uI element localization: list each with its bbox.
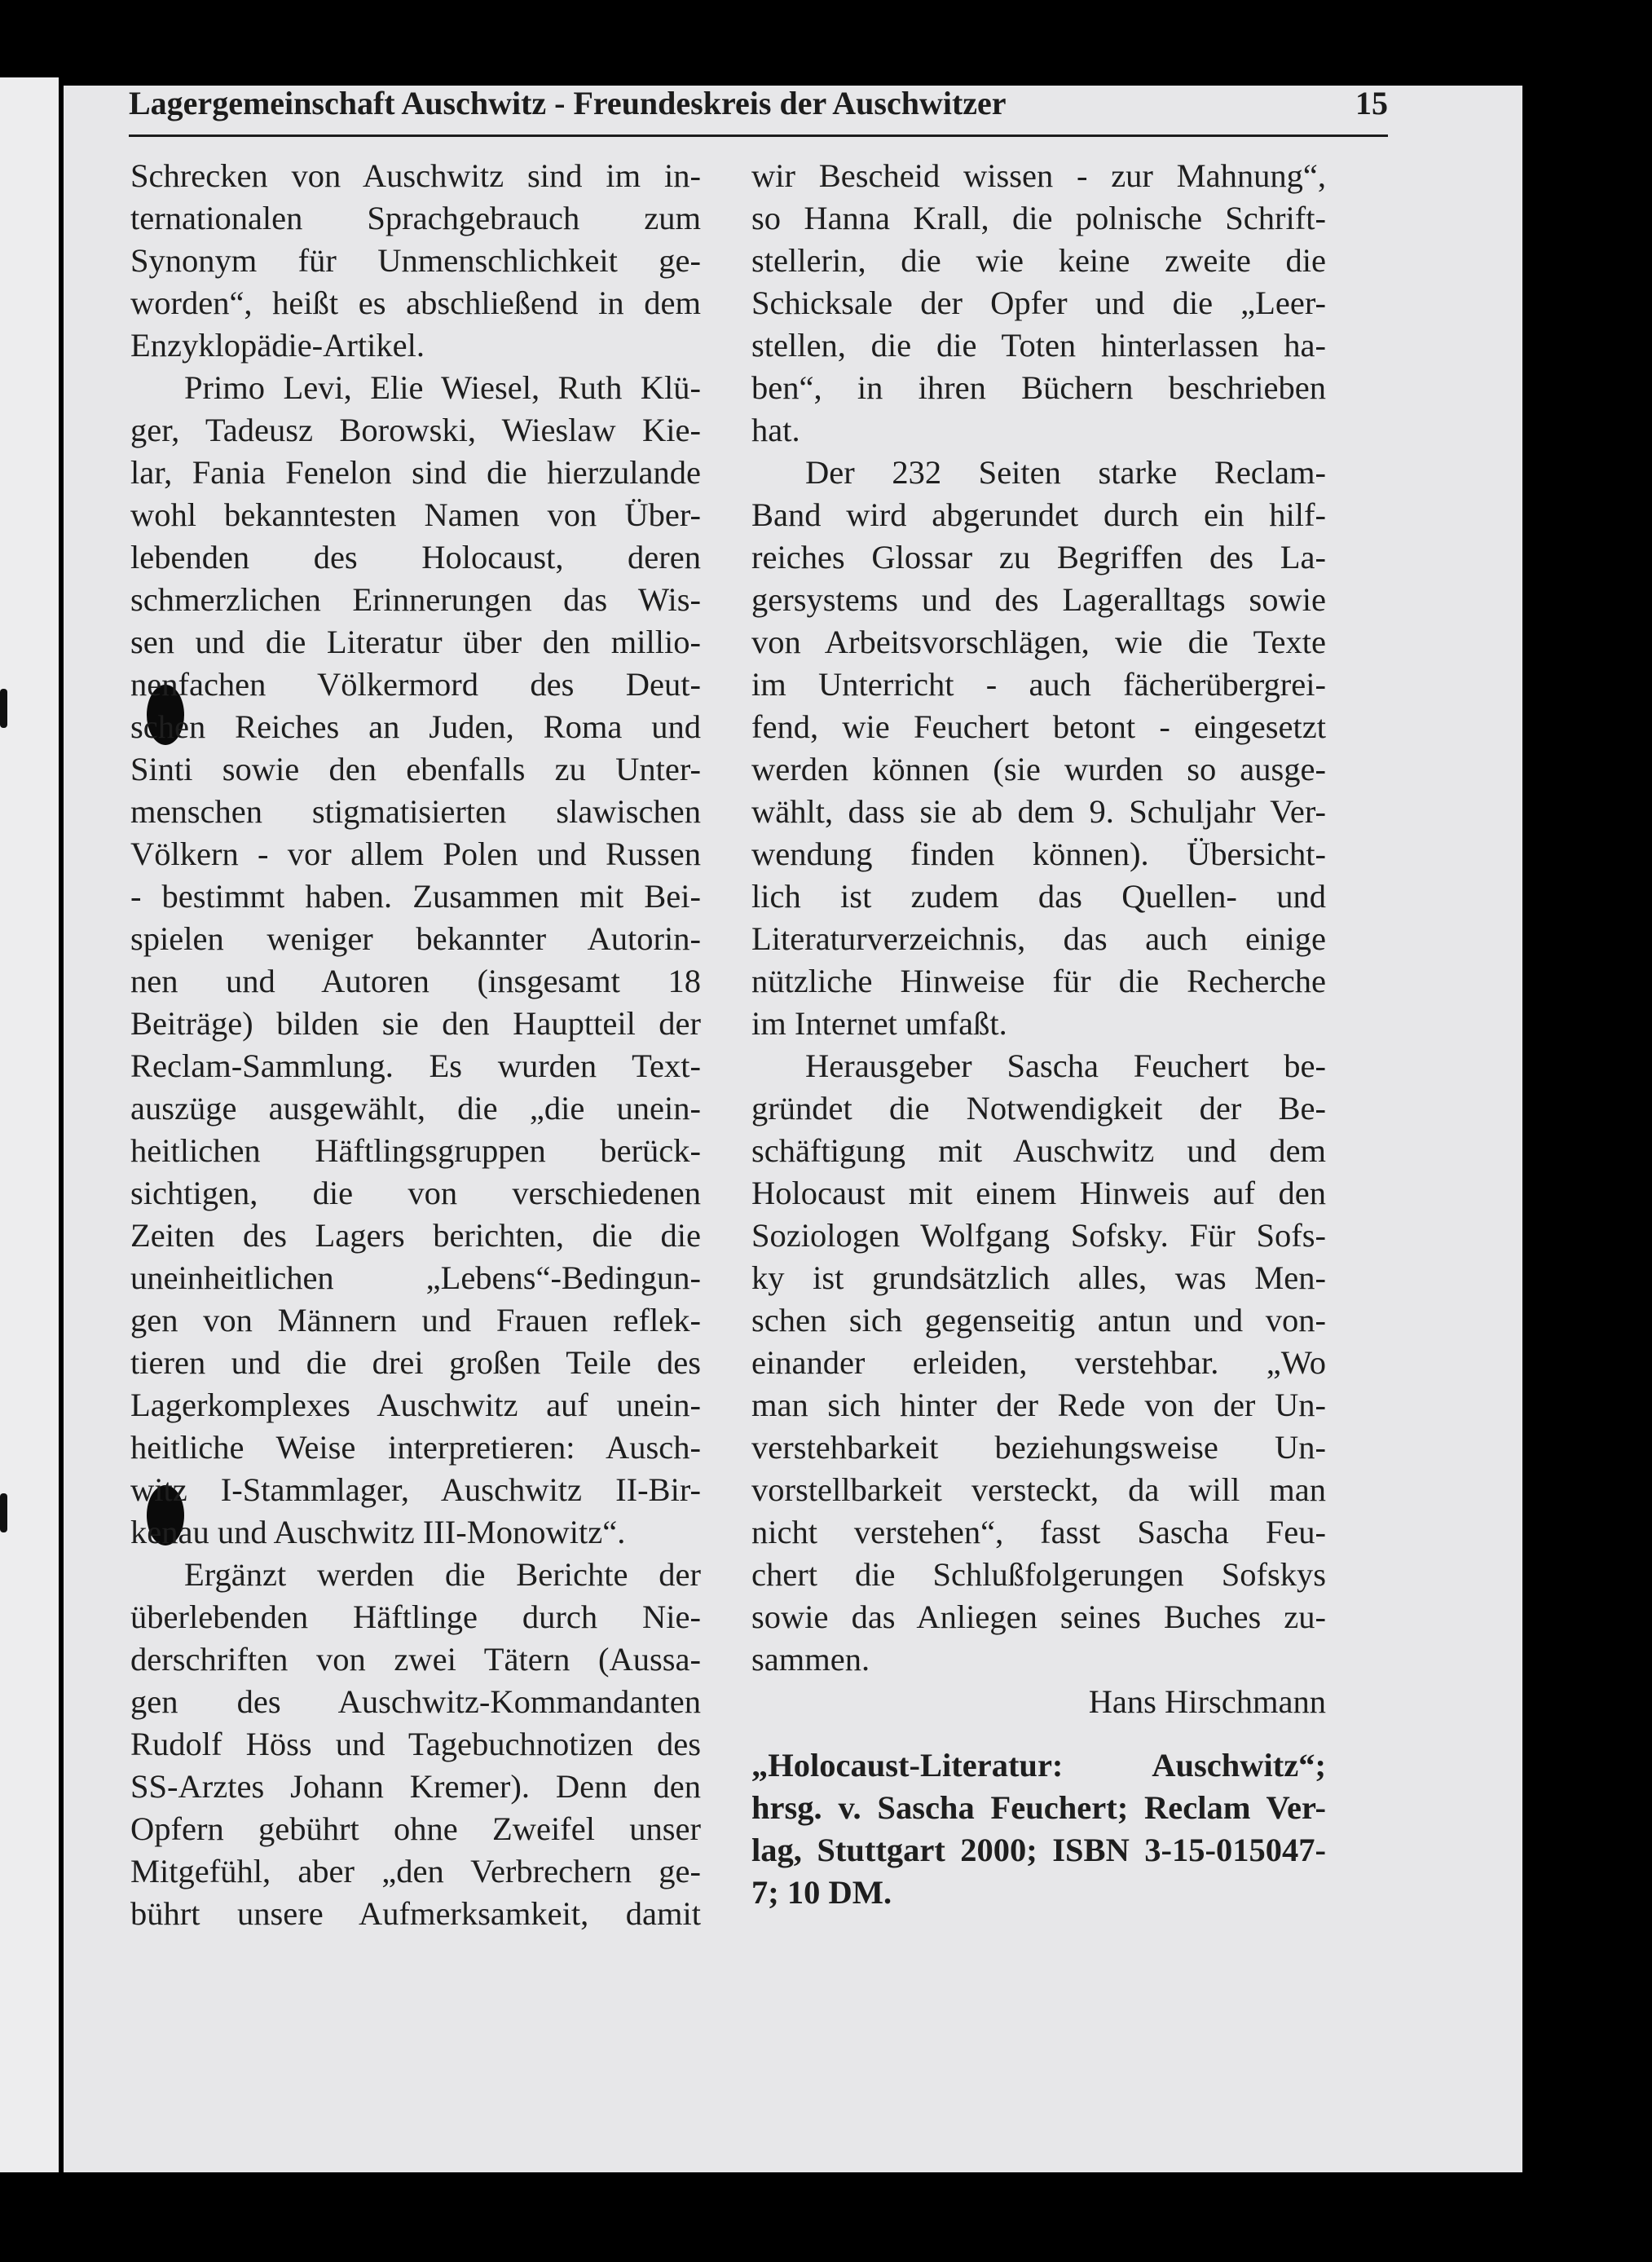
text-line: spielen weniger bekannter Autorin- <box>130 920 701 957</box>
text-line: sichtigen, die von verschiedenen <box>130 1175 701 1211</box>
text-line: schäftigung mit Auschwitz und dem <box>751 1132 1326 1169</box>
text-line: Opfern gebührt ohne Zweifel unser <box>130 1810 701 1847</box>
text-line: wendung finden können). Übersicht- <box>751 836 1326 872</box>
text-line: derschriften von zwei Tätern (Aussa- <box>130 1641 701 1678</box>
text-line: chert die Schlußfolgerungen Sofskys <box>751 1556 1326 1593</box>
text-line: Ergänzt werden die Berichte der <box>184 1556 701 1593</box>
text-line: Rudolf Höss und Tagebuchnotizen des <box>130 1726 701 1762</box>
text-line: ternationalen Sprachgebrauch zum <box>130 200 701 236</box>
text-line: lich ist zudem das Quellen- und <box>751 878 1326 915</box>
binder-mark-bottom <box>0 1493 7 1532</box>
text-line: hat. <box>751 412 800 448</box>
text-line: Sinti sowie den ebenfalls zu Unter- <box>130 751 701 787</box>
text-line: Herausgeber Sascha Feuchert be- <box>805 1047 1326 1084</box>
text-line: nicht verstehen“, fasst Sascha Feu- <box>751 1514 1326 1550</box>
text-line: worden“, heißt es abschließend in dem <box>130 284 701 321</box>
text-line: stellen, die die Toten hinterlassen ha- <box>751 327 1326 364</box>
text-line: man sich hinter der Rede von der Un- <box>751 1387 1326 1423</box>
text-line: ky ist grundsätzlich alles, was Men- <box>751 1259 1326 1296</box>
text-line: sowie das Anliegen seines Buches zu- <box>751 1598 1326 1635</box>
text-line: Band wird abgerundet durch ein hilf- <box>751 496 1326 533</box>
book-info-line: 7; 10 DM. <box>751 1874 892 1911</box>
text-line: Völkern - vor allem Polen und Russen <box>130 836 701 872</box>
text-line: sen und die Literatur über den millio- <box>130 624 701 660</box>
page-number: 15 <box>1355 85 1388 121</box>
spacer <box>751 1723 1326 1744</box>
text-line: Primo Levi, Elie Wiesel, Ruth Klü- <box>184 369 701 406</box>
text-line: wählt, dass sie ab dem 9. Schuljahr Ver- <box>751 793 1326 830</box>
text-line: im Unterricht - auch fächerübergrei- <box>751 666 1326 703</box>
book-info-line: hrsg. v. Sascha Feuchert; Reclam Ver- <box>751 1789 1326 1826</box>
text-line: auszüge ausgewählt, die „die unein- <box>130 1090 701 1127</box>
left-column <box>130 155 701 1935</box>
adjacent-page-edge <box>0 77 59 2172</box>
text-line: Soziologen Wolfgang Sofsky. Für Sofs- <box>751 1217 1326 1254</box>
text-line: fend, wie Feuchert betont - eingesetzt <box>751 708 1326 745</box>
text-line: Reclam-Sammlung. Es wurden Text- <box>130 1047 701 1084</box>
text-line: sammen. <box>751 1641 870 1678</box>
text-line: gersystems und des Lageralltags sowie <box>751 581 1326 618</box>
text-line: heitliche Weise interpretieren: Ausch- <box>130 1429 701 1466</box>
text-line: ben“, in ihren Büchern beschrieben <box>751 369 1326 406</box>
text-line: stellerin, die wie keine zweite die <box>751 242 1326 279</box>
book-info-line: lag, Stuttgart 2000; ISBN 3-15-015047- <box>751 1832 1326 1868</box>
text-line: SS-Arztes Johann Kremer). Denn den <box>130 1768 701 1805</box>
text-line: gen des Auschwitz-Kommandanten <box>130 1683 701 1720</box>
text-line: Schicksale der Opfer und die „Leer- <box>751 284 1326 321</box>
text-line: menschen stigmatisierten slawischen <box>130 793 701 830</box>
author-name: Hans Hirschmann <box>1088 1683 1326 1720</box>
text-line: ger, Tadeusz Borowski, Wieslaw Kie- <box>130 412 701 448</box>
text-line: vorstellbarkeit versteckt, da will man <box>751 1471 1326 1508</box>
text-line: bührt unsere Aufmerksamkeit, damit <box>130 1895 701 1932</box>
text-line: Enzyklopädie-Artikel. <box>130 327 425 364</box>
text-line: Holocaust mit einem Hinweis auf den <box>751 1175 1326 1211</box>
text-line: Schrecken von Auschwitz sind im in- <box>130 157 701 194</box>
text-line: lebenden des Holocaust, deren <box>130 539 701 575</box>
text-line: Zeiten des Lagers berichten, die die <box>130 1217 701 1254</box>
text-line: von Arbeitsvorschlägen, wie die Texte <box>751 624 1326 660</box>
text-line: reiches Glossar zu Begriffen des La- <box>751 539 1326 575</box>
text-line: Synonym für Unmenschlichkeit ge- <box>130 242 701 279</box>
text-line: im Internet umfaßt. <box>751 1005 1007 1042</box>
text-line: wohl bekanntesten Namen von Über- <box>130 496 701 533</box>
text-line: uneinheitlichen „Lebens“-Bedingun- <box>130 1259 701 1296</box>
text-line: nützliche Hinweise für die Recherche <box>751 963 1326 999</box>
text-line: werden können (sie wurden so ausge- <box>751 751 1326 787</box>
book-info-line: „Holocaust-Literatur: Auschwitz“; <box>751 1747 1326 1784</box>
header-title: Lagergemeinschaft Auschwitz - Freundeskreis der Auschwitzer <box>129 85 1007 121</box>
text-line: kenau und Auschwitz III-Monowitz“. <box>130 1514 626 1550</box>
text-line: lar, Fania Fenelon sind die hierzulande <box>130 454 701 491</box>
text-line: Der 232 Seiten starke Reclam- <box>805 454 1326 491</box>
text-line: tieren und die drei großen Teile des <box>130 1344 701 1381</box>
text-line: schmerzlichen Erinnerungen das Wis- <box>130 581 701 618</box>
text-line: verstehbarkeit beziehungsweise Un- <box>751 1429 1326 1466</box>
text-line: nenfachen Völkermord des Deut- <box>130 666 701 703</box>
text-line: - bestimmt haben. Zusammen mit Bei- <box>130 878 701 915</box>
text-line: Beiträge) bilden sie den Hauptteil der <box>130 1005 701 1042</box>
text-line: wir Bescheid wissen - zur Mahnung“, <box>751 157 1326 194</box>
text-line: witz I-Stammlager, Auschwitz II-Bir- <box>130 1471 701 1508</box>
text-line: gen von Männern und Frauen reflek- <box>130 1302 701 1338</box>
page-header <box>129 77 1388 137</box>
binder-mark-top <box>0 689 7 728</box>
text-line: gründet die Notwendigkeit der Be- <box>751 1090 1326 1127</box>
right-column <box>751 155 1326 1914</box>
text-line: nen und Autoren (insgesamt 18 <box>130 963 701 999</box>
text-line: Lagerkomplexes Auschwitz auf unein- <box>130 1387 701 1423</box>
text-line: einander erleiden, verstehbar. „Wo <box>751 1344 1326 1381</box>
text-line: Literaturverzeichnis, das auch einige <box>751 920 1326 957</box>
text-line: überlebenden Häftlinge durch Nie- <box>130 1598 701 1635</box>
text-line: Mitgefühl, aber „den Verbrechern ge- <box>130 1853 701 1889</box>
text-line: schen Reiches an Juden, Roma und <box>130 708 701 745</box>
text-line: schen sich gegenseitig antun und von- <box>751 1302 1326 1338</box>
text-line: heitlichen Häftlingsgruppen berück- <box>130 1132 701 1169</box>
text-line: so Hanna Krall, die polnische Schrift- <box>751 200 1326 236</box>
